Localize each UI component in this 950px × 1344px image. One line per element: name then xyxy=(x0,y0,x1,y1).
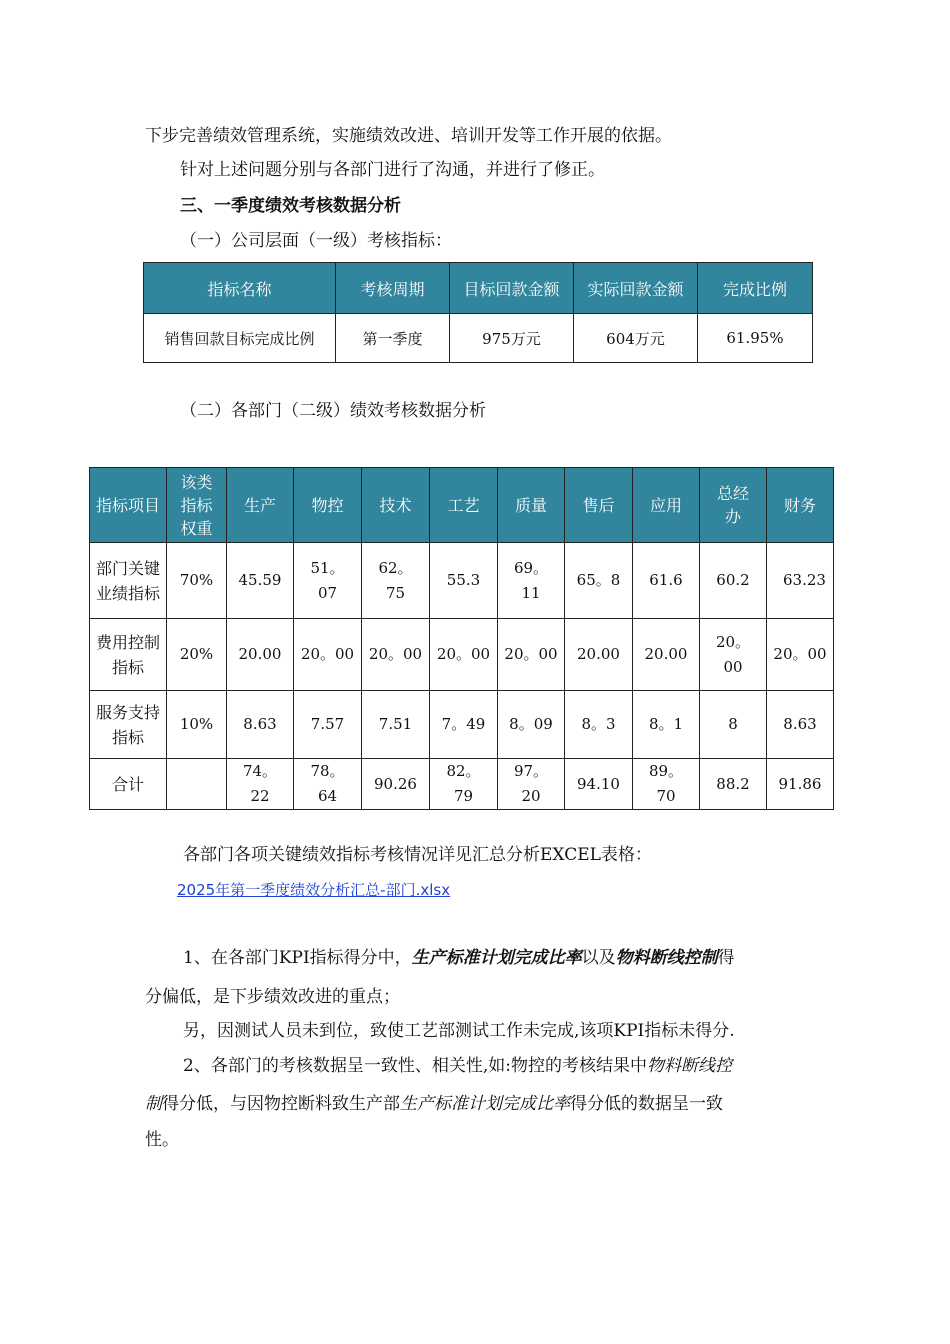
paragraph-communication: 针对上述问题分别与各部门进行了沟通，并进行了修正。 xyxy=(180,160,605,180)
table-header-cell: 目标回款金额 xyxy=(450,263,574,314)
table-header-cell: 实际回款金额 xyxy=(574,263,698,314)
table-cell: 82。79 xyxy=(430,759,498,810)
finding-1-text: 以及 xyxy=(581,948,616,968)
table-cell: 97。20 xyxy=(498,759,565,810)
table-row xyxy=(90,619,834,691)
table-cell: 975万元 xyxy=(450,314,574,363)
table-cell: 89。70 xyxy=(633,759,700,810)
finding-1-note: 另，因测试人员未到位，致使工艺部测试工作未完成,该项KPI指标未得分. xyxy=(183,1021,735,1041)
table-cell: 20% xyxy=(167,619,227,691)
table-cell: 88.2 xyxy=(700,759,767,810)
excel-file-link[interactable]: 2025年第一季度绩效分析汇总-部门.xlsx xyxy=(177,881,451,899)
table-header-cell: 应用 xyxy=(633,468,700,543)
table-cell xyxy=(167,759,227,810)
table-header-cell: 总经办 xyxy=(700,468,767,543)
table-cell: 69。11 xyxy=(498,543,565,619)
table-cell: 20。00 xyxy=(767,619,834,691)
table-cell: 61.95% xyxy=(698,314,813,363)
table-cell: 94.10 xyxy=(565,759,633,810)
company-kpi-table xyxy=(143,262,813,363)
emphasis-material-control: 物料断线控 xyxy=(646,1056,732,1076)
table-header-cell: 工艺 xyxy=(430,468,498,543)
table-cell: 70% xyxy=(167,543,227,619)
table-cell: 62。75 xyxy=(362,543,430,619)
table-cell: 7.51 xyxy=(362,691,430,759)
finding-1-text: 得 xyxy=(717,948,735,968)
table-row xyxy=(90,543,834,619)
finding-1 xyxy=(183,946,735,970)
table-row xyxy=(90,759,834,810)
table-header-cell: 售后 xyxy=(565,468,633,543)
table-cell: 20.00 xyxy=(565,619,633,691)
table-cell: 8。09 xyxy=(498,691,565,759)
table-header-cell: 技术 xyxy=(362,468,430,543)
table-cell: 部门关键业绩指标 xyxy=(90,543,167,619)
table-cell: 90.26 xyxy=(362,759,430,810)
table-cell: 55.3 xyxy=(430,543,498,619)
table-cell: 60.2 xyxy=(700,543,767,619)
table-cell: 7。49 xyxy=(430,691,498,759)
table-cell: 20。00 xyxy=(294,619,362,691)
table-cell: 65。8 xyxy=(565,543,633,619)
table-cell: 7.57 xyxy=(294,691,362,759)
table-cell: 45.59 xyxy=(227,543,294,619)
table-header-cell: 物控 xyxy=(294,468,362,543)
table-cell: 合计 xyxy=(90,759,167,810)
table-row xyxy=(144,314,813,363)
table-cell: 20。00 xyxy=(362,619,430,691)
table-cell: 63.23 xyxy=(767,543,834,619)
paragraph-continuation: 下步完善绩效管理系统，实施绩效改进、培训开发等工作开展的依据。 xyxy=(145,126,672,146)
subsection-department-level: （二）各部门（二级）绩效考核数据分析 xyxy=(180,401,486,421)
table-cell: 费用控制指标 xyxy=(90,619,167,691)
finding-2-text: 得分低，与因物控断料致生产部 xyxy=(162,1094,400,1114)
table-cell: 20。00 xyxy=(498,619,565,691)
emphasis-material-control: 物料断线控制 xyxy=(615,948,718,968)
finding-1-text: 1、在各部门KPI指标得分中， xyxy=(183,948,412,968)
table-cell: 61.6 xyxy=(633,543,700,619)
finding-2 xyxy=(183,1054,732,1078)
table-cell: 8.63 xyxy=(767,691,834,759)
section-title: 三、一季度绩效考核数据分析 xyxy=(180,196,401,216)
table-cell: 20.00 xyxy=(633,619,700,691)
subsection-company-level: （一）公司层面（一级）考核指标： xyxy=(180,231,452,251)
table-cell: 51。07 xyxy=(294,543,362,619)
table-cell: 8。1 xyxy=(633,691,700,759)
finding-2-text: 2、各部门的考核数据呈一致性、相关性,如:物控的考核结果中 xyxy=(183,1056,647,1076)
table-cell: 销售回款目标完成比例 xyxy=(144,314,336,363)
table-header-cell: 完成比例 xyxy=(698,263,813,314)
finding-2-text: 得分低的数据呈一致 xyxy=(570,1094,723,1114)
finding-1-continued: 分偏低，是下步绩效改进的重点； xyxy=(145,987,400,1007)
emphasis-production-plan: 生产标准计划完成比率 xyxy=(411,948,582,968)
table-header-cell: 财务 xyxy=(767,468,834,543)
department-kpi-table xyxy=(89,467,834,810)
table-header-cell: 指标项目 xyxy=(90,468,167,543)
table-cell: 20。00 xyxy=(430,619,498,691)
table-cell: 8 xyxy=(700,691,767,759)
table-cell: 604万元 xyxy=(574,314,698,363)
table-header-row xyxy=(144,263,813,314)
table-cell: 74。22 xyxy=(227,759,294,810)
table-cell: 91.86 xyxy=(767,759,834,810)
emphasis-production-plan: 生产标准计划完成比率 xyxy=(400,1094,570,1114)
table-header-cell: 生产 xyxy=(227,468,294,543)
table-cell: 服务支持指标 xyxy=(90,691,167,759)
finding-2-continued xyxy=(145,1092,723,1116)
table-row xyxy=(90,691,834,759)
emphasis-material-control: 制 xyxy=(145,1094,162,1114)
table-cell: 8。3 xyxy=(565,691,633,759)
table-header-cell: 指标名称 xyxy=(144,263,336,314)
table-cell: 第一季度 xyxy=(336,314,450,363)
excel-note: 各部门各项关键绩效指标考核情况详见汇总分析EXCEL表格： xyxy=(183,845,652,865)
finding-2-end: 性。 xyxy=(145,1130,179,1150)
table-header-cell: 质量 xyxy=(498,468,565,543)
table-header-row xyxy=(90,468,834,543)
table-cell: 20。00 xyxy=(700,619,767,691)
table-cell: 8.63 xyxy=(227,691,294,759)
table-cell: 20.00 xyxy=(227,619,294,691)
table-cell: 78。64 xyxy=(294,759,362,810)
table-cell: 10% xyxy=(167,691,227,759)
table-header-cell: 考核周期 xyxy=(336,263,450,314)
table-header-cell: 该类指标权重 xyxy=(167,468,227,543)
